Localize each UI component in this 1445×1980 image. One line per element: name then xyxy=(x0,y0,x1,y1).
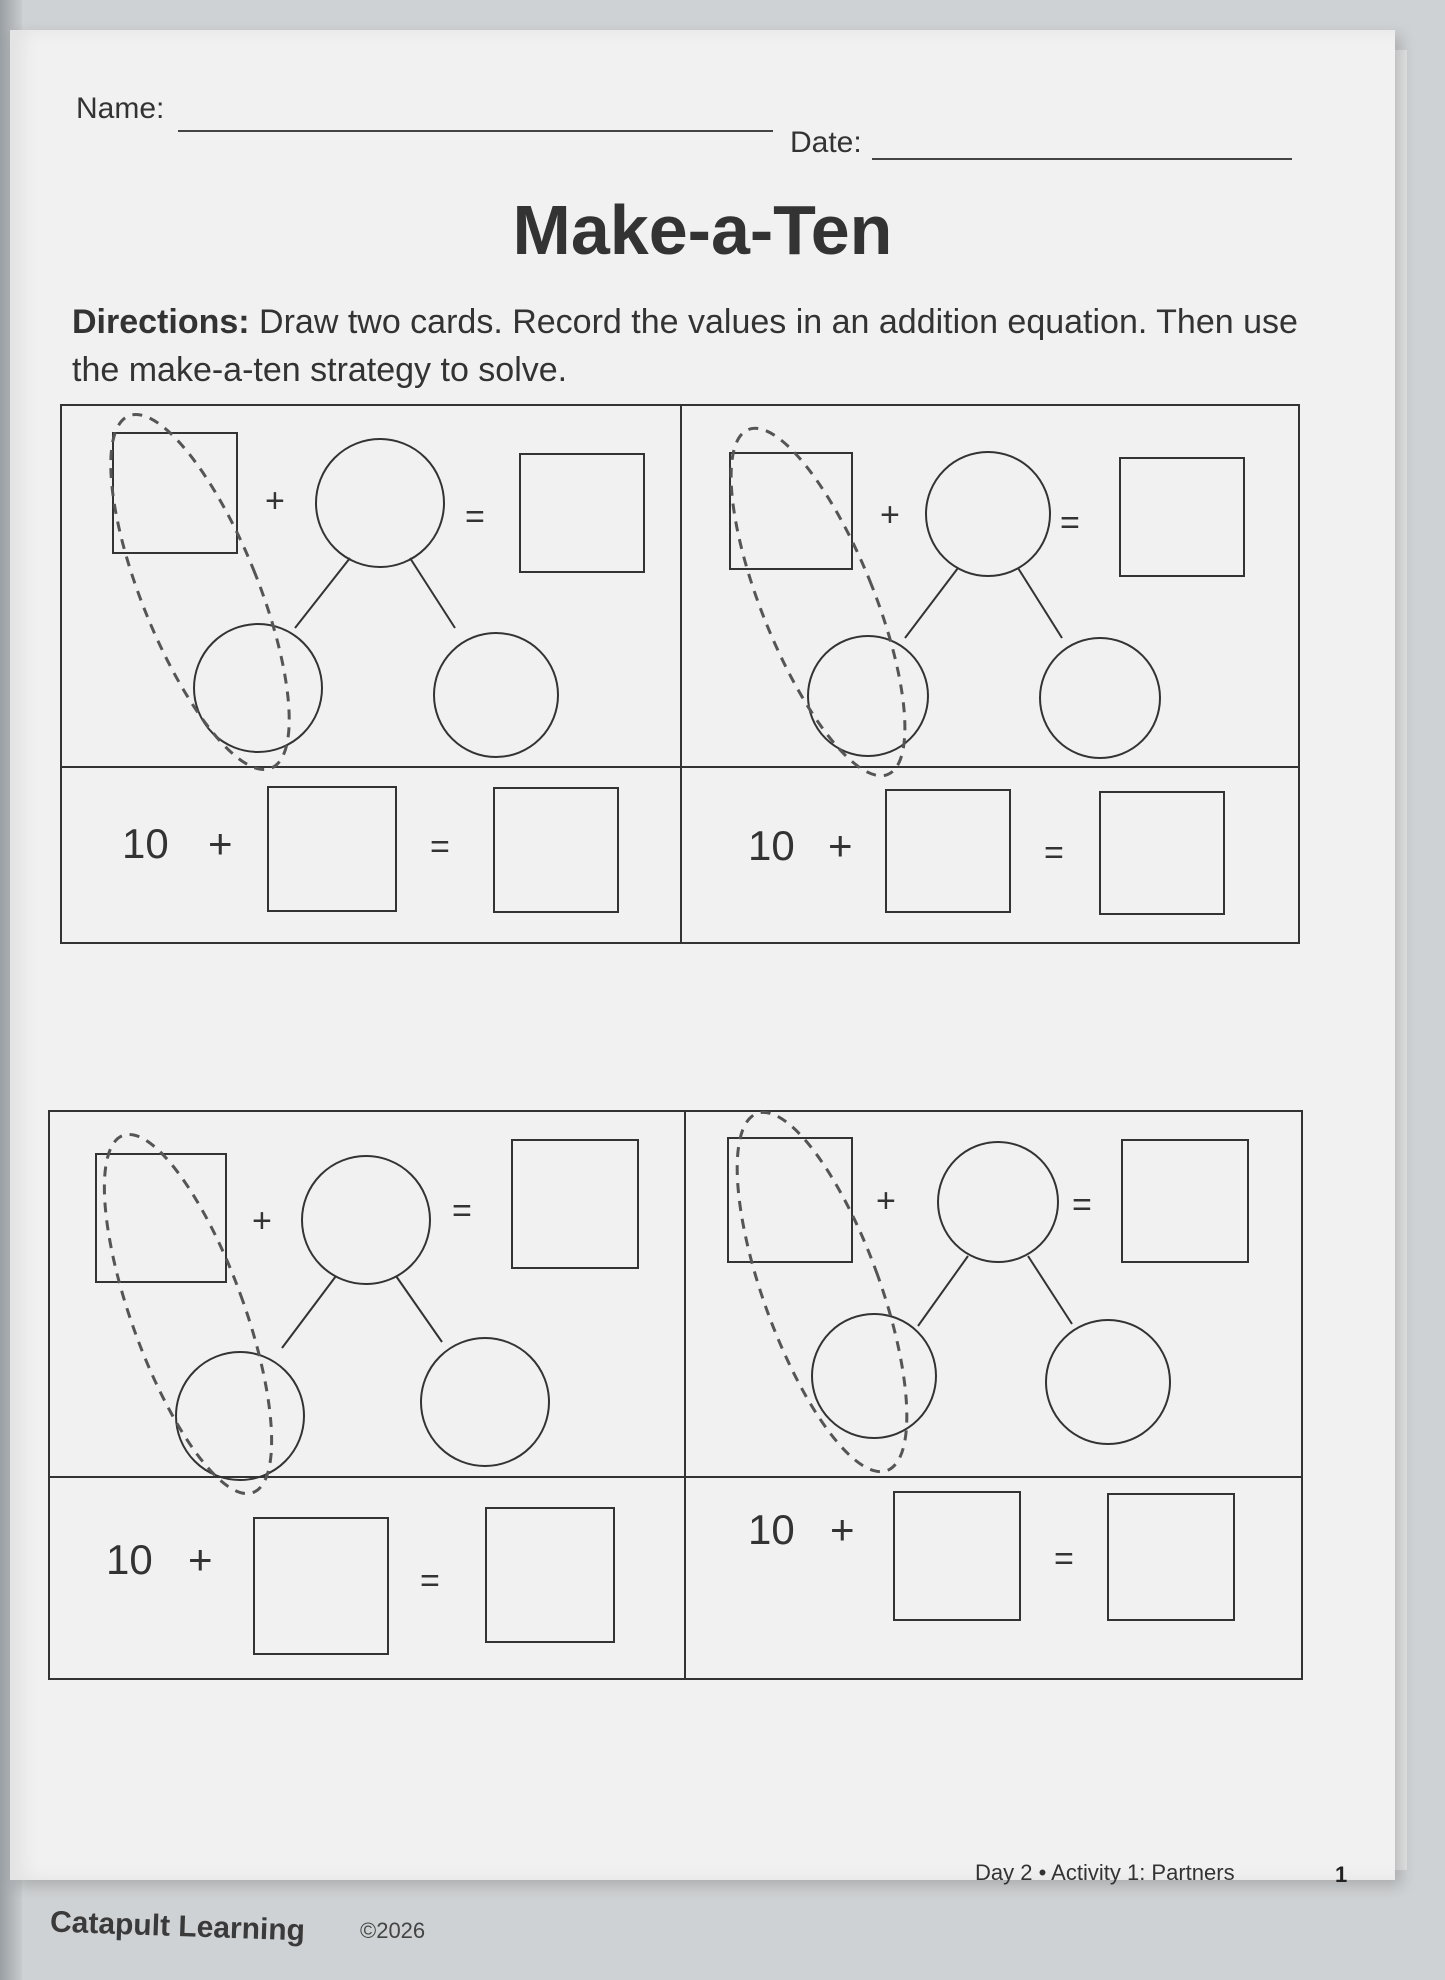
equals-sign: = xyxy=(1072,1186,1092,1224)
name-label: Name: xyxy=(76,92,165,125)
plus-sign: + xyxy=(828,822,853,869)
ten-label: 10 xyxy=(748,822,795,869)
ten-label: 10 xyxy=(748,1506,795,1553)
page-edge xyxy=(1395,50,1407,1870)
ten-label: 10 xyxy=(122,820,169,867)
equals-sign: = xyxy=(420,1562,440,1600)
equals-sign: = xyxy=(1044,834,1064,872)
plus-sign: + xyxy=(252,1202,272,1240)
copyright: ©2026 xyxy=(360,1918,426,1943)
page-title: Make-a-Ten xyxy=(512,191,893,269)
ten-label: 10 xyxy=(106,1536,153,1583)
equals-sign: = xyxy=(1054,1540,1074,1578)
equals-sign: = xyxy=(430,828,450,866)
activity-label: Day 2 • Activity 1: Partners xyxy=(975,1860,1235,1885)
date-label: Date: xyxy=(790,126,862,159)
equals-sign: = xyxy=(1060,504,1080,542)
equals-sign: = xyxy=(452,1192,472,1230)
plus-sign: + xyxy=(880,496,900,534)
directions-text: Draw two cards. Record the values in an addition equation. Then use the make-a-ten strategy to solve. xyxy=(72,303,1298,389)
publisher-logo: Catapult Learning xyxy=(49,1905,306,1948)
page-number: 1 xyxy=(1335,1862,1348,1887)
plus-sign: + xyxy=(188,1536,213,1583)
answer-box-addend[interactable] xyxy=(894,1492,1020,1620)
plus-sign: + xyxy=(876,1182,896,1220)
plus-sign: + xyxy=(830,1506,855,1553)
equation-boxes xyxy=(10,30,1395,1880)
answer-box-sum[interactable] xyxy=(1108,1494,1234,1620)
directions-label: Directions: xyxy=(72,303,250,341)
equals-sign: = xyxy=(465,498,485,536)
plus-sign: + xyxy=(265,482,285,520)
worksheet-page xyxy=(10,30,1395,1948)
plus-sign: + xyxy=(208,820,233,867)
